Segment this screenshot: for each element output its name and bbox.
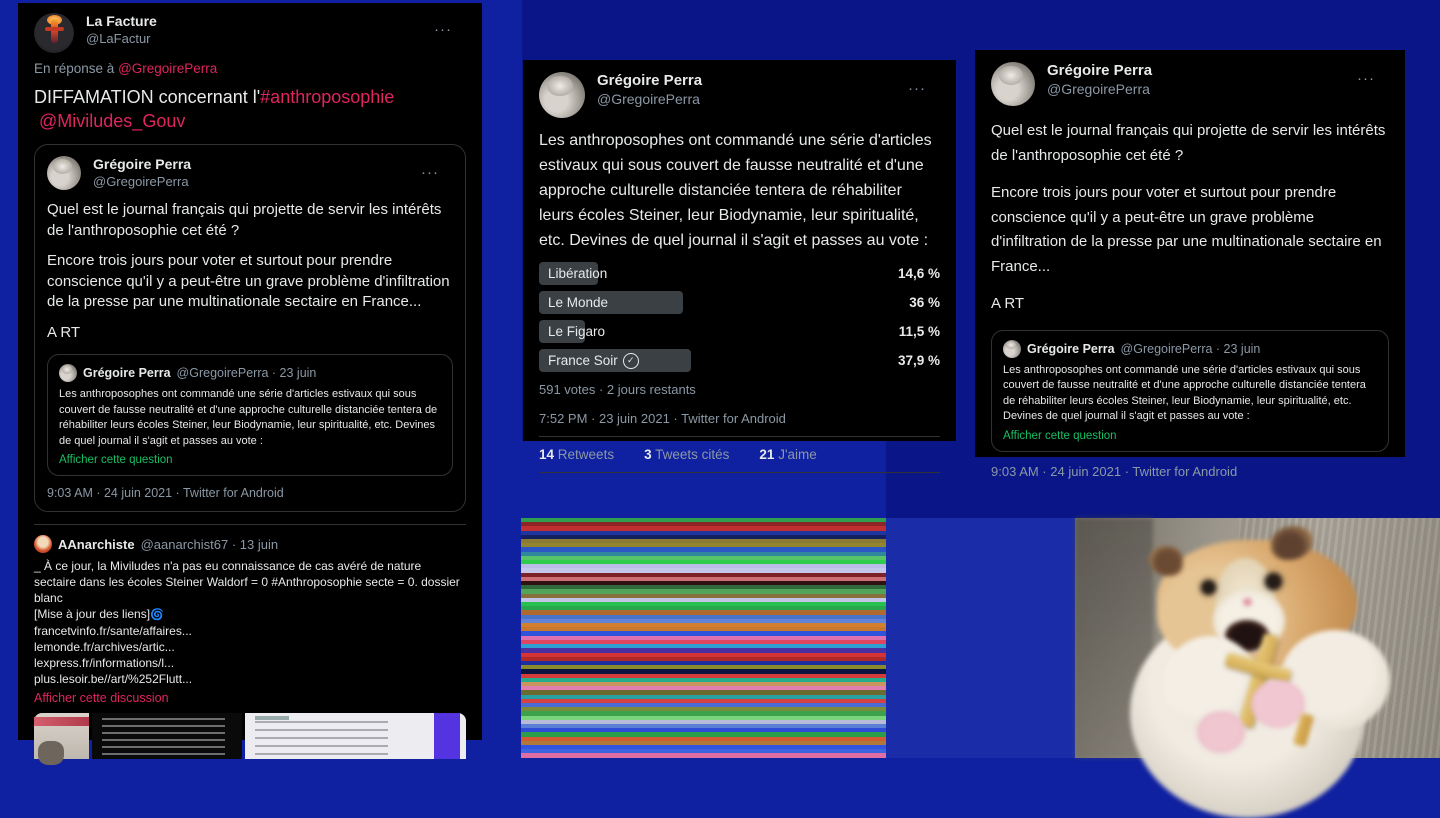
tweet-paragraph: Encore trois jours pour voter et surtout pour prendre conscience qu'il y a peut-être un grave problème d'infiltration de la presse par une multinationale sectaire en France... bbox=[991, 184, 1382, 275]
author-meta: @aanarchist67 · 13 juin bbox=[140, 536, 279, 552]
text-line: _ À ce jour, la Miviludes n'a pas eu connaissance de cas avéré de nature sectaire dans les écoles Steiner Waldorf = 0 #Anthroposophie secte = 0. dossier blanc bbox=[34, 559, 460, 605]
avatar[interactable] bbox=[34, 13, 74, 53]
author-name[interactable]: AAnarchiste bbox=[58, 536, 135, 552]
poll-percentage: 14,6 % bbox=[897, 266, 940, 281]
thumb-text-lines bbox=[102, 718, 225, 758]
reply-mention-link[interactable]: @GregoirePerra bbox=[118, 61, 218, 76]
tweet-card-la-facture bbox=[18, 3, 482, 740]
author-name[interactable]: Grégoire Perra bbox=[93, 156, 192, 172]
avatar bbox=[1003, 340, 1021, 358]
reply-tweet bbox=[34, 535, 466, 759]
author-meta: @GregoirePerra · 23 juin bbox=[176, 366, 317, 380]
reply-prefix: En réponse à bbox=[34, 61, 119, 76]
poll-option[interactable] bbox=[539, 291, 940, 314]
author-handle: @GregoirePerra bbox=[597, 90, 700, 107]
url-text[interactable]: plus.lesoir.be//art/%252Flutt... bbox=[34, 672, 193, 686]
avatar[interactable] bbox=[47, 156, 81, 190]
author-name: Grégoire Perra bbox=[1027, 341, 1115, 356]
more-options-icon[interactable]: ··· bbox=[1357, 70, 1375, 87]
divider bbox=[539, 472, 940, 473]
tweet-text bbox=[34, 85, 466, 133]
tweet-header bbox=[34, 13, 466, 53]
url-text[interactable]: lemonde.fr/archives/artic... bbox=[34, 640, 175, 654]
cyclone-emoji: 🌀 bbox=[150, 609, 164, 621]
hamster-ear-left bbox=[1149, 546, 1183, 576]
show-poll-link[interactable]: Afficher cette question bbox=[59, 454, 173, 466]
avatar bbox=[59, 364, 77, 382]
hamster-cross-meme-image bbox=[1075, 518, 1440, 758]
thumb-header-band bbox=[34, 717, 89, 726]
glitch-stripe bbox=[521, 753, 886, 757]
poll-percentage: 36 % bbox=[909, 295, 940, 310]
author-handle: @GregoirePerra bbox=[93, 173, 189, 189]
author-handle: @LaFactur bbox=[86, 30, 151, 46]
tweet-paragraph: Quel est le journal français qui projette de servir les intérêts de l'anthroposophie cet été ? bbox=[991, 122, 1386, 164]
tweet-paragraph: Quel est le journal français qui projette de servir les intérêts de l'anthroposophie cet été ? bbox=[47, 201, 442, 239]
author-name[interactable]: La Facture bbox=[86, 13, 157, 29]
mention-link[interactable]: @Miviludes_Gouv bbox=[39, 111, 186, 131]
reply-context bbox=[34, 61, 466, 76]
timestamp: 9:03 AM · 24 juin 2021 · Twitter for Android bbox=[991, 463, 1238, 479]
more-options-icon[interactable]: ··· bbox=[421, 164, 439, 181]
timestamp: 9:03 AM · 24 juin 2021 · Twitter for Android bbox=[47, 486, 284, 500]
tweet-paragraph: A RT bbox=[991, 295, 1025, 312]
embedded-tweet[interactable] bbox=[34, 144, 466, 512]
show-poll-link[interactable]: Afficher cette question bbox=[1003, 429, 1117, 442]
poll-percentage: 37,9 % bbox=[897, 353, 940, 368]
author-name: Grégoire Perra bbox=[83, 366, 171, 380]
tweet-text-lead: DIFFAMATION concernant l' bbox=[34, 87, 261, 107]
poll-option[interactable] bbox=[539, 262, 940, 285]
poll-option-label: France Soir bbox=[548, 353, 618, 368]
more-options-icon[interactable]: ··· bbox=[434, 21, 452, 38]
embedded-tweet-header bbox=[47, 156, 453, 190]
tweet-header bbox=[539, 72, 940, 118]
media-grid bbox=[34, 713, 466, 759]
author-name[interactable]: Grégoire Perra bbox=[597, 72, 703, 89]
engagement-row bbox=[539, 437, 940, 472]
tweet-text bbox=[34, 558, 466, 687]
thumb-text-lines bbox=[255, 716, 289, 720]
author-meta: @GregoirePerra · 23 juin bbox=[1120, 341, 1261, 356]
avatar[interactable] bbox=[991, 62, 1035, 106]
hamster-eye-left bbox=[1201, 580, 1216, 595]
poll-meta: 591 votes · 2 jours restants bbox=[539, 382, 696, 397]
avatar[interactable] bbox=[34, 535, 52, 553]
quoted-tweet[interactable] bbox=[991, 330, 1389, 452]
hamster-eye-right bbox=[1265, 573, 1282, 590]
url-text[interactable]: lexpress.fr/informations/l... bbox=[34, 656, 175, 670]
author-name[interactable]: Grégoire Perra bbox=[1047, 62, 1153, 79]
flame-icon bbox=[51, 19, 58, 43]
poll-option-label: Le Figaro bbox=[548, 324, 606, 339]
divider bbox=[34, 524, 466, 525]
poll-option-label: Libération bbox=[548, 266, 608, 281]
likes-stat[interactable]: 21 J'aime bbox=[759, 447, 817, 462]
tweet-paragraph: Encore trois jours pour voter et surtout pour prendre conscience qu'il y a peut-être un grave problème d'infiltration de la presse par une multinationale sectaire en France... bbox=[47, 252, 450, 310]
url-text[interactable]: francetvinfo.fr/sante/affaires... bbox=[34, 624, 192, 638]
quoted-text: Les anthroposophes ont commandé une série d'articles estivaux qui sous couvert de fausse neutralité et d'une approche culturelle distanciée tentera de réhabiliter leurs écoles Steiner, leur Biodynamie, leur spiritualité, etc. Devines de quel journal il s'agit et passes au vote : bbox=[1003, 363, 1366, 422]
background-region-bottom-middle bbox=[886, 518, 1075, 758]
hamster-paw-left bbox=[1197, 711, 1245, 753]
media-thumbnail[interactable] bbox=[92, 713, 242, 759]
hamster-paw-right bbox=[1251, 680, 1305, 728]
thumb-figure bbox=[38, 741, 64, 765]
tweet-card-poll bbox=[523, 60, 956, 462]
thumb-purple-bar bbox=[434, 713, 460, 759]
hamster-nose bbox=[1243, 598, 1252, 606]
poll-option-label: Le Monde bbox=[548, 295, 609, 310]
tweet-card-quote bbox=[975, 50, 1405, 479]
retweets-stat[interactable]: 14 Retweets bbox=[539, 447, 615, 462]
quoted-tweet[interactable] bbox=[47, 354, 453, 476]
media-thumbnail[interactable] bbox=[245, 713, 466, 759]
thumb-text-lines bbox=[255, 721, 388, 755]
avatar[interactable] bbox=[539, 72, 585, 118]
glitch-stripes-image bbox=[521, 518, 886, 758]
author-handle: @GregoirePerra bbox=[1047, 80, 1150, 97]
poll-percentage: 11,5 % bbox=[898, 324, 940, 339]
quoted-text: Les anthroposophes ont commandé une série d'articles estivaux qui sous couvert de fausse neutralité et d'une approche culturelle distanciée tentera de réhabiliter leurs écoles Steiner, leur Biodynamie, leur spiritualité, etc. Devines de quel journal il s'agit et passes au vote : bbox=[59, 388, 438, 447]
poll-voted-check-icon: ✓ bbox=[623, 353, 639, 369]
tweet-header bbox=[991, 62, 1389, 106]
hashtag-link[interactable]: #anthroposophie bbox=[260, 87, 395, 107]
show-thread-link[interactable]: Afficher cette discussion bbox=[34, 691, 169, 705]
timestamp: 7:52 PM · 23 juin 2021 · Twitter for Android bbox=[539, 411, 786, 426]
tweet-text: Les anthroposophes ont commandé une série d'articles estivaux qui sous couvert de fausse neutralité et d'une approche culturelle distanciée tentera de réhabiliter leurs écoles Steiner, leur Biodynamie, leur spiritualité, etc. Devines de quel journal il s'agit et passes au vote : bbox=[539, 132, 932, 249]
text-line: [Mise à jour des liens] bbox=[34, 607, 151, 621]
more-options-icon[interactable]: ··· bbox=[908, 80, 926, 97]
poll bbox=[539, 262, 940, 397]
quote-tweets-stat[interactable]: 3 Tweets cités bbox=[644, 447, 730, 462]
poll-option[interactable] bbox=[539, 349, 940, 372]
media-thumbnail[interactable] bbox=[34, 713, 89, 759]
poll-option[interactable] bbox=[539, 320, 940, 343]
tweet-paragraph: A RT bbox=[47, 323, 81, 341]
